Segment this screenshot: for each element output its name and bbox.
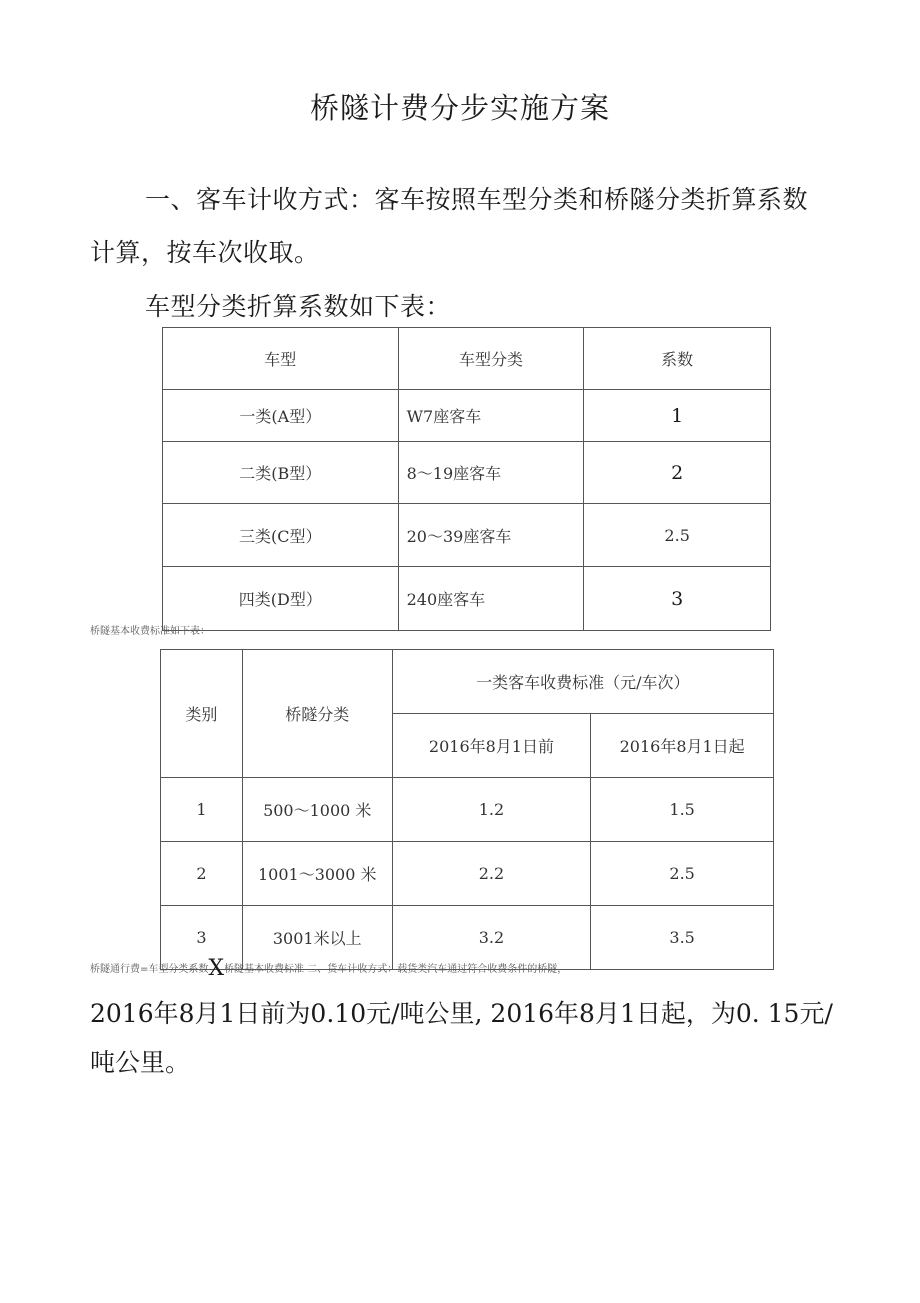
cell-coefficient: 1 bbox=[584, 390, 771, 442]
table-header-row bbox=[161, 650, 774, 714]
cell-bridge-class: 1001〜3000 米 bbox=[242, 842, 392, 906]
multiply-sign: X bbox=[208, 956, 225, 981]
cell-category: 1 bbox=[161, 778, 243, 842]
table-row bbox=[161, 842, 774, 906]
cell-fee-after: 1.5 bbox=[591, 778, 774, 842]
cell-bridge-class: 3001米以上 bbox=[242, 906, 392, 970]
basic-fee-table bbox=[160, 649, 774, 970]
passenger-paragraph-line2: 计算，按车次收取。 bbox=[90, 238, 320, 267]
page-title: 桥隧计费分步实施方案 bbox=[309, 91, 610, 125]
header-vehicle-type: 车型 bbox=[163, 328, 399, 390]
header-vehicle-class: 车型分类 bbox=[398, 328, 584, 390]
cell-vehicle-type: 四类(D型） bbox=[163, 567, 399, 631]
cell-vehicle-class: W7座客车 bbox=[398, 390, 584, 442]
cell-vehicle-type: 二类(B型） bbox=[163, 442, 399, 504]
header-coefficient: 系数 bbox=[584, 328, 771, 390]
cell-fee-before: 1.2 bbox=[392, 778, 591, 842]
cell-vehicle-class: 240座客车 bbox=[398, 567, 584, 631]
coefficient-intro: 车型分类折算系数如下表： bbox=[145, 292, 452, 321]
fee-formula-note bbox=[90, 956, 567, 981]
table-header-row bbox=[163, 328, 771, 390]
passenger-paragraph-line1: 一、客车计收方式：客车按照车型分类和桥隧分类折算系数 bbox=[145, 185, 809, 214]
cell-bridge-class: 500〜1000 米 bbox=[242, 778, 392, 842]
cell-category: 2 bbox=[161, 842, 243, 906]
cell-fee-before: 2.2 bbox=[392, 842, 591, 906]
table-row bbox=[163, 567, 771, 631]
cell-vehicle-class: 8〜19座客车 bbox=[398, 442, 584, 504]
table-row bbox=[161, 778, 774, 842]
truck-fee-line1: 2016年8月1日前为0.10元/吨公里, 2016年8月1日起，为0. 15元/ bbox=[90, 999, 833, 1028]
basic-fee-note: 桥隧基本收费标准如下表： bbox=[90, 626, 210, 637]
cell-fee-after: 2.5 bbox=[591, 842, 774, 906]
header-fee-standard: 一类客车收费标准（元/车次） bbox=[392, 650, 773, 714]
table-row bbox=[163, 504, 771, 567]
header-before-date: 2016年8月1日前 bbox=[392, 714, 591, 778]
cell-fee-after: 3.5 bbox=[591, 906, 774, 970]
truck-fee-line2: 吨公里。 bbox=[90, 1048, 191, 1077]
cell-vehicle-type: 三类(C型） bbox=[163, 504, 399, 567]
table-row bbox=[163, 442, 771, 504]
formula-prefix: 桥隧通行费=车型分类系数 bbox=[90, 964, 209, 975]
header-after-date: 2016年8月1日起 bbox=[591, 714, 774, 778]
cell-coefficient: 3 bbox=[584, 567, 771, 631]
cell-vehicle-class: 20〜39座客车 bbox=[398, 504, 584, 567]
formula-suffix: 桥隧基本收费标准 二、货车计收方式：载货类汽车通过符合收费条件的桥隧， bbox=[224, 964, 568, 975]
cell-coefficient: 2.5 bbox=[584, 504, 771, 567]
cell-category: 3 bbox=[161, 906, 243, 970]
cell-coefficient: 2 bbox=[584, 442, 771, 504]
table-row bbox=[163, 390, 771, 442]
header-bridge-class: 桥隧分类 bbox=[242, 650, 392, 778]
cell-fee-before: 3.2 bbox=[392, 906, 591, 970]
header-category: 类别 bbox=[161, 650, 243, 778]
cell-vehicle-type: 一类(A型） bbox=[163, 390, 399, 442]
vehicle-coefficient-table bbox=[162, 327, 771, 631]
